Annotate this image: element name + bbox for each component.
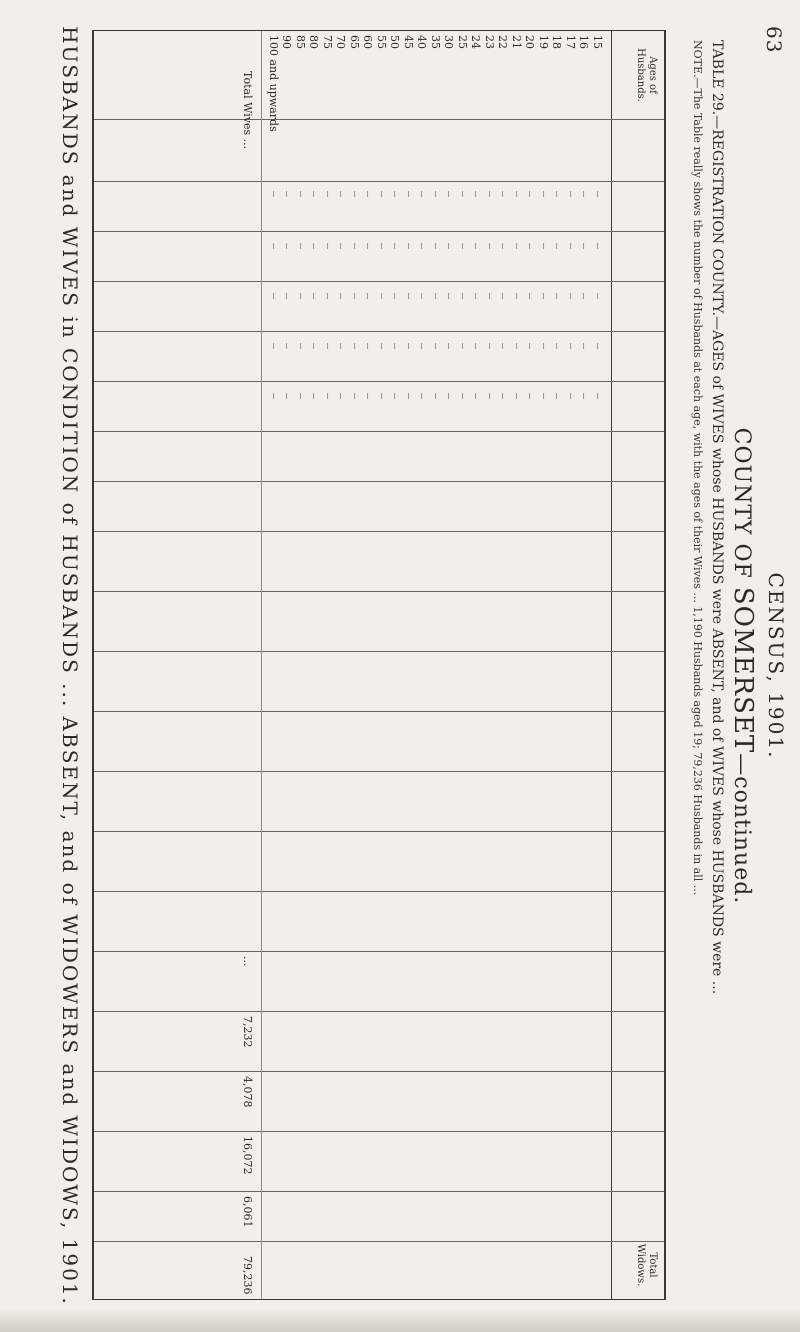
table-title: TABLE 29.—REGISTRATION COUNTY.—AGES of WIVES whose HUSBANDS were ABSENT, and of WIVES whose HUSBANDS were ... bbox=[709, 40, 725, 995]
row-label: 25 bbox=[456, 35, 469, 49]
total-value: ... bbox=[241, 956, 254, 967]
row-label: 21 bbox=[510, 35, 523, 49]
row-label: 23 bbox=[483, 35, 496, 49]
row-label: 50 bbox=[388, 35, 402, 49]
row-label: 15 bbox=[591, 35, 604, 49]
row-label: 35 bbox=[429, 35, 442, 49]
county-suffix: —continued. bbox=[729, 753, 754, 905]
page-gutter-shadow bbox=[0, 1308, 800, 1332]
col-divider bbox=[94, 481, 664, 482]
col-divider bbox=[94, 711, 664, 712]
col-divider bbox=[94, 951, 664, 952]
header-ages-of-husbands: Ages of Husbands. bbox=[635, 48, 658, 102]
col-divider bbox=[94, 281, 664, 282]
col-divider bbox=[94, 1191, 664, 1192]
col-divider bbox=[94, 651, 664, 652]
row-label: 75 bbox=[321, 35, 334, 49]
row-label: 40 bbox=[415, 35, 429, 49]
total-value: 4,078 bbox=[241, 1076, 254, 1108]
row-label: 60 bbox=[361, 35, 375, 49]
total-value: 6,061 bbox=[241, 1196, 254, 1228]
page-number: 63 bbox=[762, 26, 786, 54]
census-table bbox=[92, 30, 666, 1300]
row-label: 17 bbox=[564, 35, 577, 49]
col-divider bbox=[94, 891, 664, 892]
county-prefix: COUNTY OF bbox=[729, 427, 754, 579]
total-value: 7,232 bbox=[241, 1016, 254, 1048]
county-name: SOMERSET bbox=[728, 586, 758, 754]
col-divider bbox=[94, 531, 664, 532]
bottom-title: HUSBANDS and WIVES in CONDITION of HUSBANDS ... ABSENT, and of WIDOWERS and WIDOWS, 1901. bbox=[58, 26, 82, 1306]
col-divider bbox=[94, 181, 664, 182]
row-label: 65 bbox=[348, 35, 361, 49]
dash-column: — — — — — — — — — — — — — — — — — — — — — — — — — bbox=[268, 293, 603, 300]
row-label: 24 bbox=[469, 35, 483, 49]
row-label: 70 bbox=[334, 35, 348, 49]
table-note: NOTE.—The Table really shows the number of Husbands at each age, with the ages of their Wives ... 1,190 Husbands aged 19; 79,236 Husbands in all ... bbox=[691, 40, 704, 896]
col-divider bbox=[94, 771, 664, 772]
col-divider bbox=[94, 1011, 664, 1012]
header-total-widows: Total Widows. bbox=[635, 1243, 658, 1287]
total-value: 16,072 bbox=[241, 1136, 254, 1175]
total-value: 79,236 bbox=[241, 1256, 254, 1295]
dash-column: — — — — — — — — — — — — — — — — — — — — — — — — — bbox=[268, 393, 603, 400]
census-title: CENSUS, 1901. bbox=[764, 572, 788, 760]
col-divider bbox=[94, 831, 664, 832]
row-label: 45 bbox=[402, 35, 415, 49]
col-divider bbox=[94, 331, 664, 332]
row-label: 80 bbox=[307, 35, 321, 49]
col-divider bbox=[94, 1131, 664, 1132]
row-label: 85 bbox=[294, 35, 307, 49]
dash-column: — — — — — — — — — — — — — — — — — — — — — — — — — bbox=[268, 243, 603, 250]
table-header bbox=[611, 31, 664, 1299]
col-divider bbox=[94, 381, 664, 382]
total-wives-label: Total Wives ... bbox=[241, 71, 254, 150]
row-label: 16 bbox=[577, 35, 591, 49]
row-label: 90 bbox=[280, 35, 294, 49]
total-row-rule bbox=[261, 31, 262, 1299]
dash-column: — — — — — — — — — — — — — — — — — — — — — — — — — bbox=[268, 343, 603, 350]
row-label: 100 and upwards bbox=[267, 35, 280, 132]
row-label: 20 bbox=[523, 35, 537, 49]
col-divider bbox=[94, 1071, 664, 1072]
row-label: 55 bbox=[375, 35, 388, 49]
row-label: 18 bbox=[550, 35, 564, 49]
col-divider bbox=[94, 119, 664, 120]
row-label: 22 bbox=[496, 35, 510, 49]
col-divider bbox=[94, 591, 664, 592]
row-label: 19 bbox=[537, 35, 550, 49]
dash-column: — — — — — — — — — — — — — — — — — — — — — — — — — bbox=[268, 191, 603, 198]
county-heading bbox=[728, 0, 758, 1332]
col-divider bbox=[94, 231, 664, 232]
col-divider bbox=[94, 1241, 664, 1242]
col-divider bbox=[94, 431, 664, 432]
row-label: 30 bbox=[442, 35, 456, 49]
